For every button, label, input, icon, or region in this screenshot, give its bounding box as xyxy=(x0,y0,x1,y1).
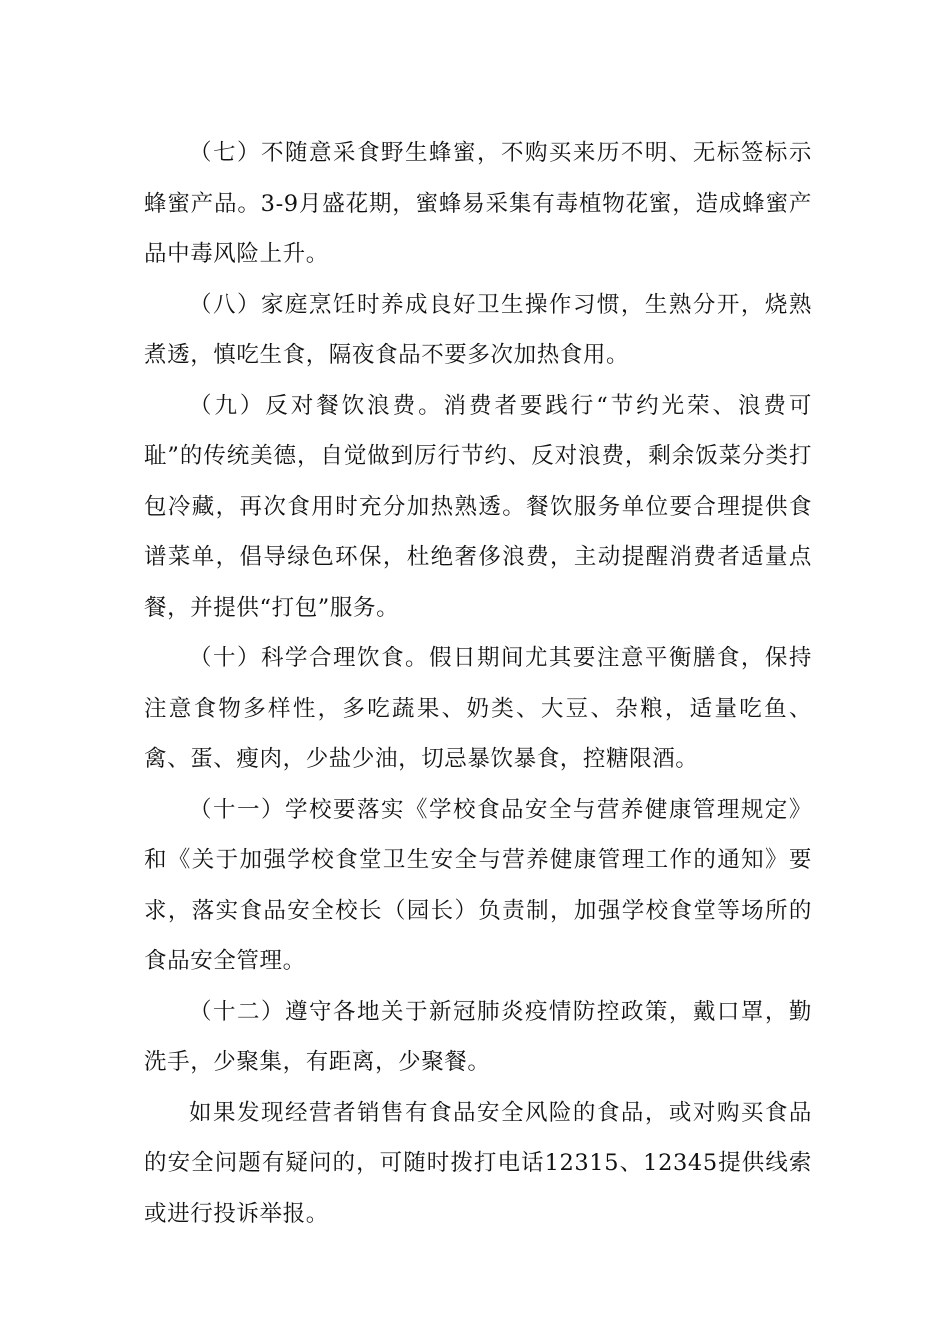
document-body xyxy=(144,128,812,1239)
paragraph-11-school-food-safety: （十一）学校要落实《学校食品安全与营养健康管理规定》和《关于加强学校食堂卫生安全与营养健康管理工作的通知》要求，落实食品安全校长（园长）负责制，加强学校食堂等场所的食品安全管理。 xyxy=(144,796,812,974)
paragraph-9-food-waste: （九）反对餐饮浪费。消费者要践行“节约光荣、浪费可耻”的传统美德，自觉做到厉行节约、反对浪费，剩余饭菜分类打包冷藏，再次食用时充分加热熟透。餐饮服务单位要合理提供食谱菜单，倡导绿色环保，杜绝奢侈浪费，主动提醒消费者适量点餐，并提供“打包”服务。 xyxy=(144,392,812,621)
paragraph-complaint-hotline: 如果发现经营者销售有食品安全风险的食品，或对购买食品的安全问题有疑问的，可随时拨打电话12315、12345提供线索或进行投诉举报。 xyxy=(144,1099,812,1227)
paragraph-7-wild-honey: （七）不随意采食野生蜂蜜，不购买来历不明、无标签标示蜂蜜产品。3-9月盛花期，蜜蜂易采集有毒植物花蜜，造成蜂蜜产品中毒风险上升。 xyxy=(144,140,812,267)
paragraph-8-home-cooking: （八）家庭烹饪时养成良好卫生操作习惯，生熟分开，烧熟煮透，慎吃生食，隔夜食品不要多次加热食用。 xyxy=(144,291,812,368)
paragraph-12-epidemic-prevention: （十二）遵守各地关于新冠肺炎疫情防控政策，戴口罩，勤洗手，少聚集，有距离，少聚餐。 xyxy=(144,998,812,1075)
paragraph-10-balanced-diet: （十）科学合理饮食。假日期间尤其要注意平衡膳食，保持注意食物多样性，多吃蔬果、奶类、大豆、杂粮，适量吃鱼、禽、蛋、瘦肉，少盐少油，切忌暴饮暴食，控糖限酒。 xyxy=(144,645,812,772)
